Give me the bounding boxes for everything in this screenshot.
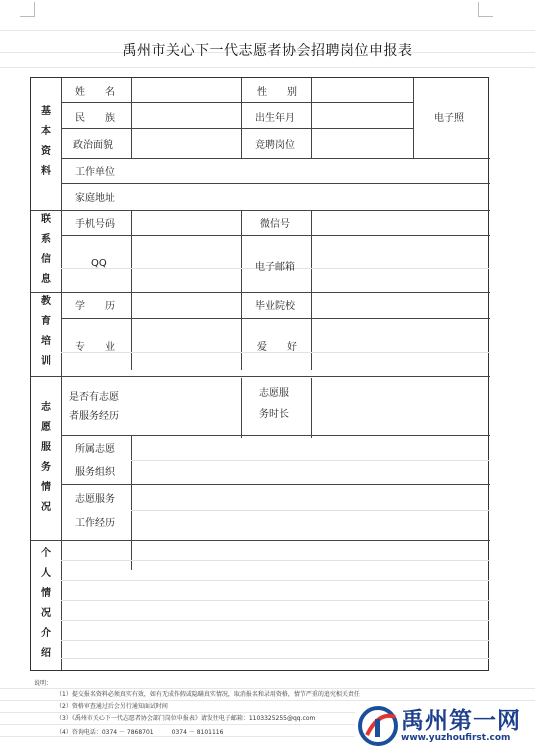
label-volunteer-experience: 是否有志愿 者服务经历 [69,392,119,422]
label-birth-date: 出生年月 [255,113,295,124]
page-corner-top-right [478,2,493,17]
brand-url: www.yuzhoufirst.com [401,733,511,743]
section-education: 教 育 培 训 [41,296,51,367]
label-wechat: 微信号 [260,219,290,230]
form-title: 禹州市关心下一代志愿者协会招聘岗位申报表 [122,43,413,59]
label-volunteer-work-history: 志愿服务 工作经历 [75,494,115,529]
application-form-table [30,77,489,671]
note-item: （2）资格审查通过后会另行通知面试时间 [56,703,168,710]
section-volunteer-service: 志 愿 服 务 情 况 [41,402,51,513]
label-photo: 电子照 [434,113,464,124]
label-graduate-school: 毕业院校 [255,301,295,312]
note-item: （1）提交报名资料必须真实有效，如有无成作假或隐瞒真实情况，取消报名和录用资格，情节严重的追究相关责任 [56,691,360,698]
label-political-status: 政治面貌 [73,140,113,151]
site-watermark [355,702,535,750]
brand-name: 禹州第一网 [401,708,521,734]
label-qq: QQ [91,258,107,269]
label-email: 电子邮箱 [255,262,295,273]
label-major: 专 业 [75,342,115,353]
brand-logo-icon [357,705,399,747]
label-workplace: 工作单位 [75,167,115,178]
page-corner-top-left [20,2,35,17]
label-education-degree: 学 历 [75,301,115,312]
label-home-address: 家庭地址 [75,193,115,204]
label-volunteer-hours: 志愿服 务时长 [259,388,289,420]
section-basic-info: 基 本 资 料 [41,106,51,177]
note-item: （3）《禹州市关心下一代志愿者协会部门岗位申报表》请发往电子邮箱：1103325255@qq.com [56,715,316,722]
label-ethnicity: 民 族 [75,113,115,124]
label-volunteer-organization: 所属志愿 服务组织 [75,444,115,478]
notes-heading: 说明： [34,680,53,687]
label-hobby: 爱 好 [257,342,297,353]
note-item: （4）咨询电话：0374 － 7868701 0374 － 8101116 [56,729,224,736]
section-personal-intro: 个 人 情 况 介 绍 [41,548,51,659]
label-position: 竞聘岗位 [255,140,295,151]
label-name: 姓 名 [75,87,115,98]
label-mobile-phone: 手机号码 [75,219,115,230]
section-contact-info: 联 系 信 息 [41,214,51,285]
label-gender: 性 别 [257,87,297,98]
